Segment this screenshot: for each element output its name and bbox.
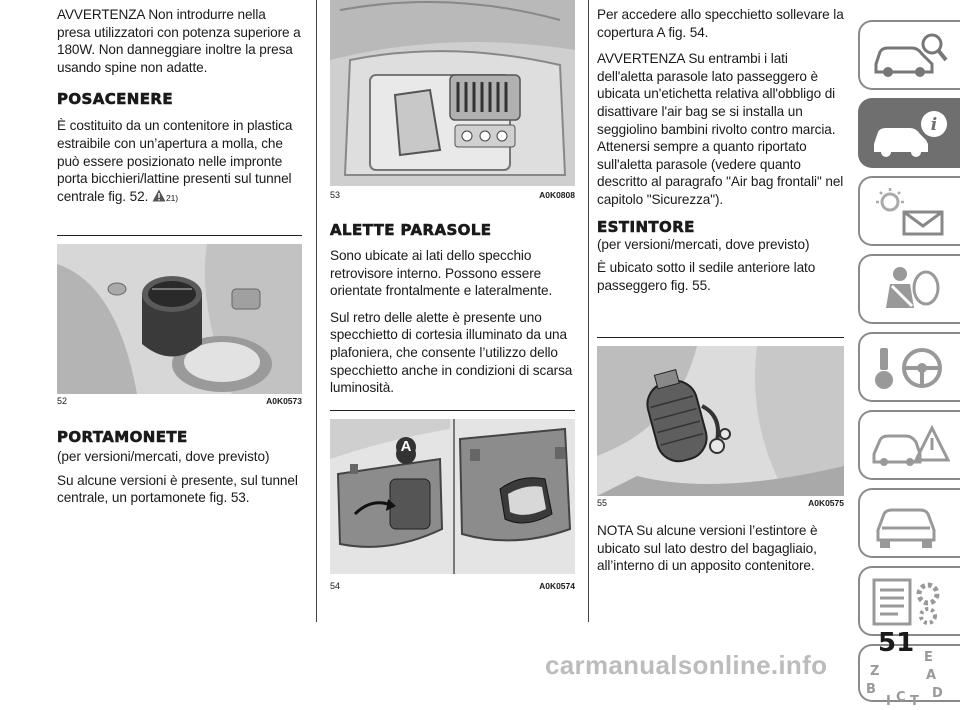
tab-technical-data[interactable] bbox=[858, 566, 960, 636]
figure-number: 53 bbox=[330, 190, 341, 200]
figure-number: 55 bbox=[597, 498, 608, 508]
specchietto-paragraph: Per accedere allo specchietto sollevare la copertura A fig. 54. bbox=[597, 7, 844, 40]
estintore-heading: ESTINTORE bbox=[597, 217, 695, 236]
tab-maintenance[interactable] bbox=[858, 488, 960, 558]
figure-53 bbox=[330, 0, 575, 205]
ashtray-photo bbox=[57, 244, 302, 394]
figure-53-caption bbox=[330, 190, 575, 200]
tab-knowing-car[interactable] bbox=[858, 98, 960, 168]
car-crash-warning-icon bbox=[870, 420, 950, 472]
car-info-icon bbox=[870, 108, 950, 160]
coin-holder-photo bbox=[330, 0, 575, 186]
watermark: carmanualsonline.info bbox=[545, 650, 828, 680]
figure-code: A0K0574 bbox=[539, 581, 575, 591]
figure-code: A0K0573 bbox=[266, 396, 302, 406]
posacenere-heading: POSACENERE bbox=[57, 90, 174, 109]
sun-visor-photo bbox=[330, 419, 575, 574]
extinguisher-photo bbox=[597, 346, 844, 496]
figure-54 bbox=[330, 410, 575, 591]
warning-triangle-icon bbox=[152, 189, 166, 207]
page-number: 51 bbox=[878, 628, 915, 658]
estintore-subtitle: (per versioni/mercati, dove previsto) bbox=[597, 236, 810, 252]
column-3 bbox=[597, 0, 844, 303]
column-1 bbox=[57, 0, 302, 216]
column-divider bbox=[588, 0, 589, 622]
tab-warning-lights[interactable] bbox=[858, 176, 960, 246]
estintore-paragraph: È ubicato sotto il sedile anteriore lato passeggero fig. 55. bbox=[597, 260, 816, 293]
tab-dashboard[interactable] bbox=[858, 20, 960, 90]
column-3-lower bbox=[597, 522, 844, 584]
column-divider bbox=[316, 0, 317, 622]
posacenere-paragraph: È costituito da un contenitore in plastica estraibile con un’apertura a molla, che può essere posizionato nelle impronte porta bicchieri/lattine presenti sul tunnel centrale fig. 52. 21) bbox=[57, 117, 302, 207]
portamonete-heading: PORTAMONETE bbox=[57, 428, 188, 446]
callout-label-a: A bbox=[396, 437, 416, 457]
column-2-text bbox=[330, 221, 575, 406]
portamonete-subtitle: (per versioni/mercati, dove previsto) bbox=[57, 449, 270, 464]
tab-safety[interactable] bbox=[858, 254, 960, 324]
warning-paragraph: AVVERTENZA Non introdurre nella presa utilizzatori con potenza superiore a 180W. Non danneggiare inoltre la presa usando spine non adatte. bbox=[57, 7, 301, 75]
key-steering-icon bbox=[870, 342, 950, 394]
figure-code: A0K0808 bbox=[539, 190, 575, 200]
alette-paragraph-1: Sono ubicate ai lati dello specchio retrovisore interno. Possono essere orientate frontalmente e lateralmente. bbox=[330, 248, 553, 299]
figure-code: A0K0575 bbox=[808, 498, 844, 508]
car-service-icon bbox=[870, 498, 950, 550]
nota-paragraph: NOTA Su alcune versioni l’estintore è ubicato sul lato destro del bagagliaio, all’interno di un apposito contenitore. bbox=[597, 523, 818, 574]
figure-number: 54 bbox=[330, 581, 341, 591]
tab-emergency[interactable] bbox=[858, 410, 960, 480]
svg-text:i: i bbox=[930, 115, 938, 135]
figure-52-caption bbox=[57, 396, 302, 406]
portamonete-paragraph: Su alcune versioni è presente, sul tunnel centrale, un portamonete fig. 53. bbox=[57, 472, 298, 506]
car-search-icon bbox=[870, 30, 950, 82]
airbag-seat-icon bbox=[870, 264, 950, 316]
alette-heading: ALETTE PARASOLE bbox=[330, 221, 492, 239]
figure-number: 52 bbox=[57, 396, 68, 406]
figure-52 bbox=[57, 235, 302, 406]
figure-55 bbox=[597, 337, 844, 513]
alette-paragraph-2: Sul retro delle alette è presente uno specchietto di cortesia illuminato da una plafoniera, che consente l’utilizzo dello specchietto anche in condizioni di scarsa luminosità. bbox=[330, 309, 573, 396]
figure-54-caption bbox=[330, 581, 575, 591]
warning-paragraph: AVVERTENZA Su entrambi i lati dell'aletta parasole lato passeggero è ubicata un'etichetta relativa all'obbligo di disattivare l'air bag se si installa un seggiolino bambini rivolto contro marcia. Attenersi sempre a quanto riportato sull'aletta parasole (vedere quanto descritto al paragrafo "Air bag frontali" nel capitolo "Sicurezza"). bbox=[597, 51, 844, 207]
tab-starting-driving[interactable] bbox=[858, 332, 960, 402]
column-1-lower bbox=[57, 428, 302, 516]
index-letters-icon: Z E B A I C T D bbox=[866, 650, 943, 709]
reference-note: 21) bbox=[165, 192, 178, 203]
warning-light-envelope-icon bbox=[870, 186, 950, 238]
specs-gear-icon bbox=[870, 576, 950, 628]
figure-55-caption bbox=[597, 498, 844, 508]
